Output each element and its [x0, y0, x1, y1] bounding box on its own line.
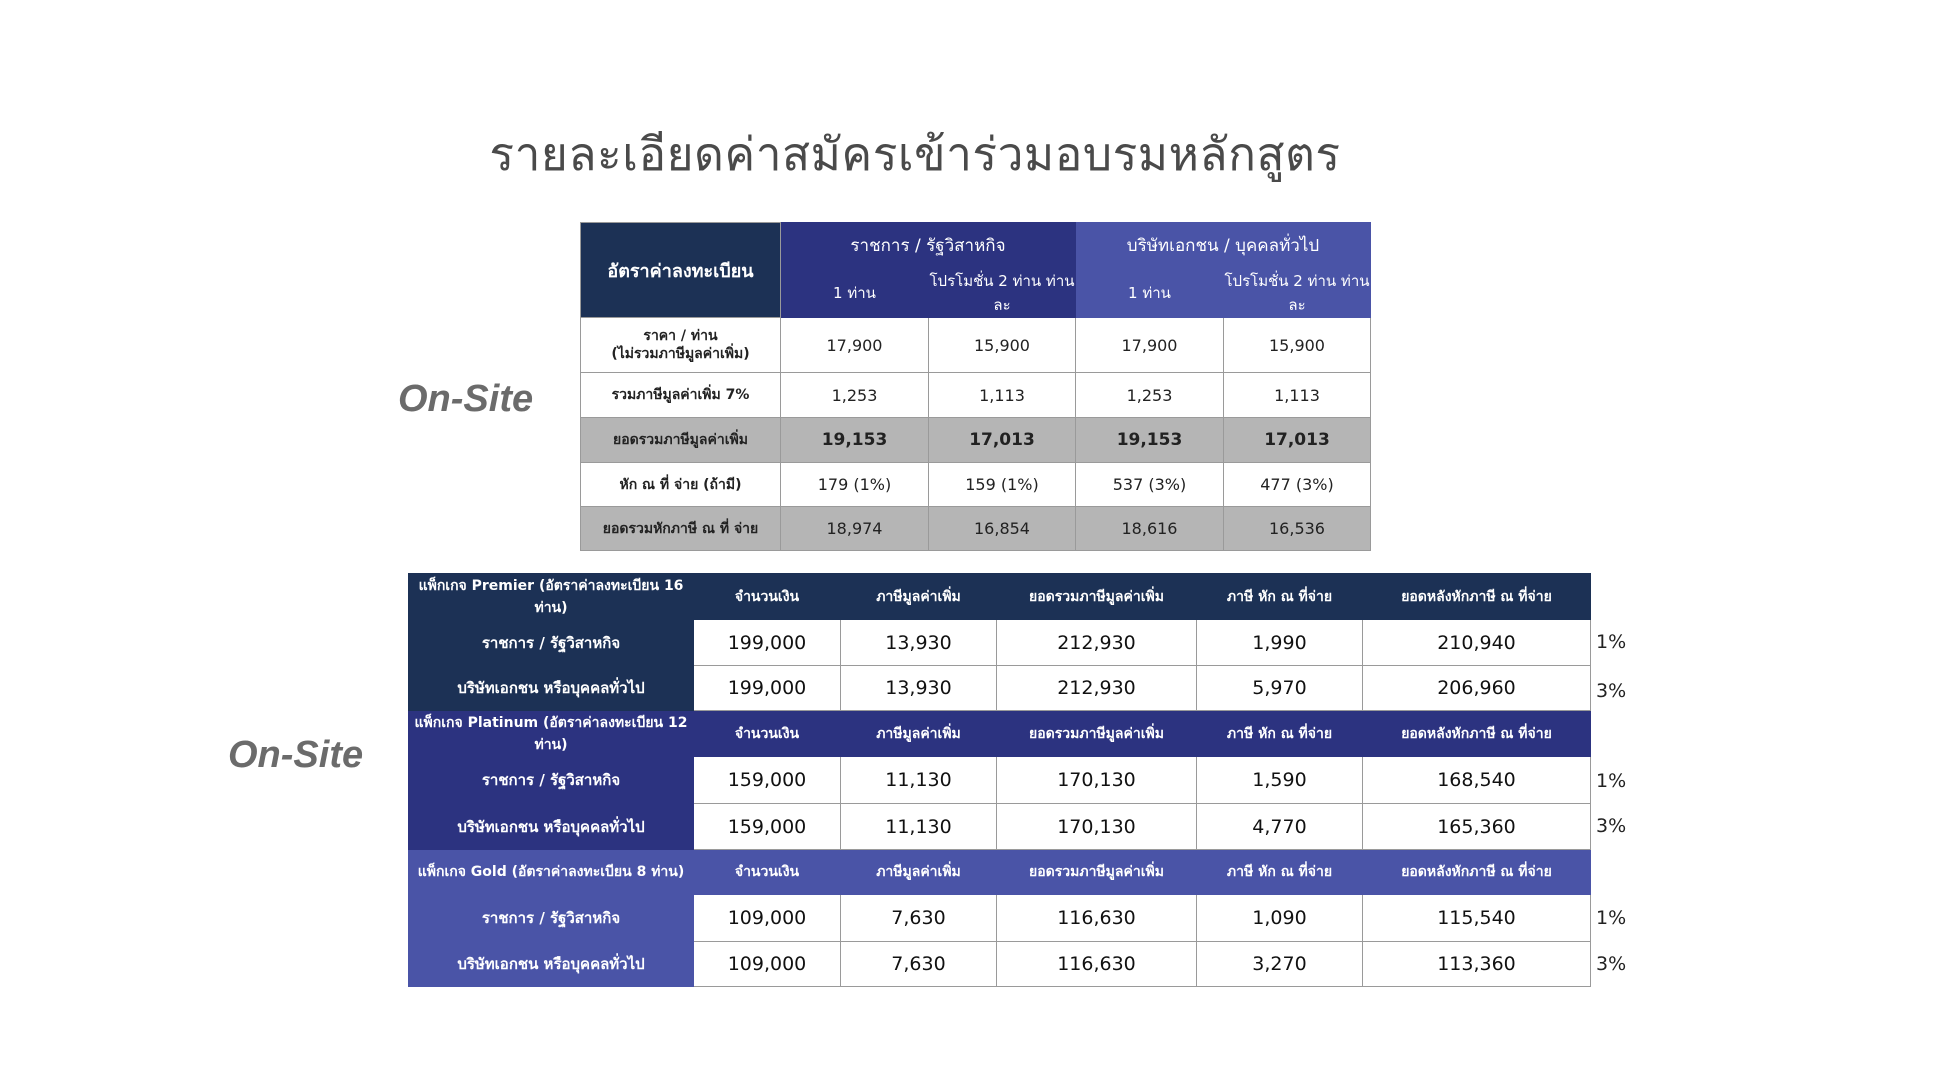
column-header: ภาษี หัก ณ ที่จ่าย — [1197, 850, 1363, 895]
fee-cell: 15,900 — [929, 318, 1076, 373]
fee-cell: 17,013 — [1224, 418, 1371, 463]
table-cell: 5,970 — [1197, 666, 1363, 711]
fee-cell: 1,113 — [929, 373, 1076, 418]
table-cell: 7,630 — [841, 895, 997, 942]
column-header: ยอดรวมภาษีมูลค่าเพิ่ม — [997, 711, 1197, 757]
fee-cell: 19,153 — [781, 418, 929, 463]
table-row — [409, 804, 1591, 850]
column-header: ยอดหลังหักภาษี ณ ที่จ่าย — [1363, 711, 1591, 757]
fee-cell: 16,854 — [929, 507, 1076, 551]
fee-cell: 15,900 — [1224, 318, 1371, 373]
rate-note: 3% — [1596, 680, 1627, 702]
fee-table-row — [581, 463, 1371, 507]
fee-table-row — [581, 507, 1371, 551]
row-label: ราชการ / รัฐวิสาหกิจ — [409, 620, 694, 666]
rate-note: 1% — [1596, 770, 1627, 792]
column-header: จำนวนเงิน — [694, 850, 841, 895]
table-cell: 170,130 — [997, 757, 1197, 804]
fee-cell: 19,153 — [1076, 418, 1224, 463]
package-name-premier: แพ็กเกจ Premier (อัตราค่าลงทะเบียน 16 ท่าน) — [409, 574, 694, 620]
table-cell: 4,770 — [1197, 804, 1363, 850]
fee-cell: 159 (1%) — [929, 463, 1076, 507]
row-label: ราชการ / รัฐวิสาหกิจ — [409, 757, 694, 804]
fee-row-label: ยอดรวมหักภาษี ณ ที่ จ่าย — [581, 507, 781, 551]
table-row — [409, 757, 1591, 804]
fee-row-label: ยอดรวมภาษีมูลค่าเพิ่ม — [581, 418, 781, 463]
package-header-row — [409, 574, 1591, 620]
table-row — [409, 620, 1591, 666]
table-cell: 159,000 — [694, 757, 841, 804]
fee-table-sub-one-private: 1 ท่าน — [1076, 269, 1224, 318]
column-header: ภาษีมูลค่าเพิ่ม — [841, 850, 997, 895]
package-header-row — [409, 850, 1591, 895]
table-cell: 113,360 — [1363, 942, 1591, 987]
registration-fee-table — [580, 222, 1371, 551]
table-cell: 168,540 — [1363, 757, 1591, 804]
fee-table-corner-header: อัตราค่าลงทะเบียน — [581, 223, 781, 318]
table-cell: 1,590 — [1197, 757, 1363, 804]
table-row — [409, 895, 1591, 942]
column-header: ยอดหลังหักภาษี ณ ที่จ่าย — [1363, 574, 1591, 620]
table-cell: 159,000 — [694, 804, 841, 850]
column-header: ภาษีมูลค่าเพิ่ม — [841, 711, 997, 757]
table-cell: 1,090 — [1197, 895, 1363, 942]
package-header-row — [409, 711, 1591, 757]
fee-row-label-line2: (ไม่รวมภาษีมูลค่าเพิ่ม) — [611, 346, 750, 362]
table-cell: 109,000 — [694, 895, 841, 942]
fee-table-sub-one-gov: 1 ท่าน — [781, 269, 929, 318]
table-cell: 7,630 — [841, 942, 997, 987]
table-cell: 199,000 — [694, 666, 841, 711]
table-cell: 115,540 — [1363, 895, 1591, 942]
fee-cell: 1,113 — [1224, 373, 1371, 418]
fee-cell: 16,536 — [1224, 507, 1371, 551]
fee-row-label-line1: ราคา / ท่าน — [643, 328, 718, 344]
fee-cell: 179 (1%) — [781, 463, 929, 507]
table-cell: 11,130 — [841, 804, 997, 850]
column-header: ภาษีมูลค่าเพิ่ม — [841, 574, 997, 620]
fee-table-sub-promo-gov: โปรโมชั่น 2 ท่าน ท่านละ — [929, 269, 1076, 318]
table-cell: 165,360 — [1363, 804, 1591, 850]
table-row — [409, 942, 1591, 987]
table-row — [409, 666, 1591, 711]
table-cell: 109,000 — [694, 942, 841, 987]
column-header: ภาษี หัก ณ ที่จ่าย — [1197, 574, 1363, 620]
row-label: บริษัทเอกชน หรือบุคคลทั่วไป — [409, 942, 694, 987]
table-cell: 212,930 — [997, 666, 1197, 711]
table-cell: 116,630 — [997, 895, 1197, 942]
fee-table-sub-promo-private: โปรโมชั่น 2 ท่าน ท่านละ — [1224, 269, 1371, 318]
package-table — [408, 573, 1591, 987]
fee-cell: 17,900 — [1076, 318, 1224, 373]
table-cell: 13,930 — [841, 666, 997, 711]
table-cell: 13,930 — [841, 620, 997, 666]
row-label: บริษัทเอกชน หรือบุคคลทั่วไป — [409, 804, 694, 850]
table-cell: 116,630 — [997, 942, 1197, 987]
column-header: ยอดรวมภาษีมูลค่าเพิ่ม — [997, 850, 1197, 895]
rate-note: 3% — [1596, 953, 1627, 975]
fee-cell: 17,013 — [929, 418, 1076, 463]
column-header: ยอดรวมภาษีมูลค่าเพิ่ม — [997, 574, 1197, 620]
fee-table-row — [581, 418, 1371, 463]
table-cell: 212,930 — [997, 620, 1197, 666]
package-name-gold: แพ็กเกจ Gold (อัตราค่าลงทะเบียน 8 ท่าน) — [409, 850, 694, 895]
table-cell: 199,000 — [694, 620, 841, 666]
table-cell: 1,990 — [1197, 620, 1363, 666]
fee-cell: 537 (3%) — [1076, 463, 1224, 507]
column-header: จำนวนเงิน — [694, 574, 841, 620]
fee-cell: 18,974 — [781, 507, 929, 551]
row-label: บริษัทเอกชน หรือบุคคลทั่วไป — [409, 666, 694, 711]
rate-note: 1% — [1596, 631, 1627, 653]
fee-cell: 477 (3%) — [1224, 463, 1371, 507]
rate-note: 3% — [1596, 815, 1627, 837]
table-cell: 206,960 — [1363, 666, 1591, 711]
onsite-label-bottom: On-Site — [228, 734, 364, 776]
fee-table-row — [581, 318, 1371, 373]
fee-cell: 17,900 — [781, 318, 929, 373]
column-header: ภาษี หัก ณ ที่จ่าย — [1197, 711, 1363, 757]
fee-row-label — [581, 318, 781, 373]
column-header: ยอดหลังหักภาษี ณ ที่จ่าย — [1363, 850, 1591, 895]
fee-cell: 18,616 — [1076, 507, 1224, 551]
row-label: ราชการ / รัฐวิสาหกิจ — [409, 895, 694, 942]
table-cell: 170,130 — [997, 804, 1197, 850]
column-header: จำนวนเงิน — [694, 711, 841, 757]
table-cell: 210,940 — [1363, 620, 1591, 666]
rate-note: 1% — [1596, 907, 1627, 929]
table-cell: 3,270 — [1197, 942, 1363, 987]
fee-cell: 1,253 — [781, 373, 929, 418]
fee-row-label: หัก ณ ที่ จ่าย (ถ้ามี) — [581, 463, 781, 507]
fee-table-row — [581, 373, 1371, 418]
fee-table-group-gov: ราชการ / รัฐวิสาหกิจ — [781, 223, 1076, 269]
fee-row-label: รวมภาษีมูลค่าเพิ่ม 7% — [581, 373, 781, 418]
fee-cell: 1,253 — [1076, 373, 1224, 418]
table-cell: 11,130 — [841, 757, 997, 804]
page-title: รายละเอียดค่าสมัครเข้าร่วมอบรมหลักสูตร — [489, 127, 1341, 181]
fee-table-group-private: บริษัทเอกชน / บุคคลทั่วไป — [1076, 223, 1371, 269]
onsite-label-top: On-Site — [398, 378, 534, 420]
package-name-platinum: แพ็กเกจ Platinum (อัตราค่าลงทะเบียน 12 ท่าน) — [409, 711, 694, 757]
